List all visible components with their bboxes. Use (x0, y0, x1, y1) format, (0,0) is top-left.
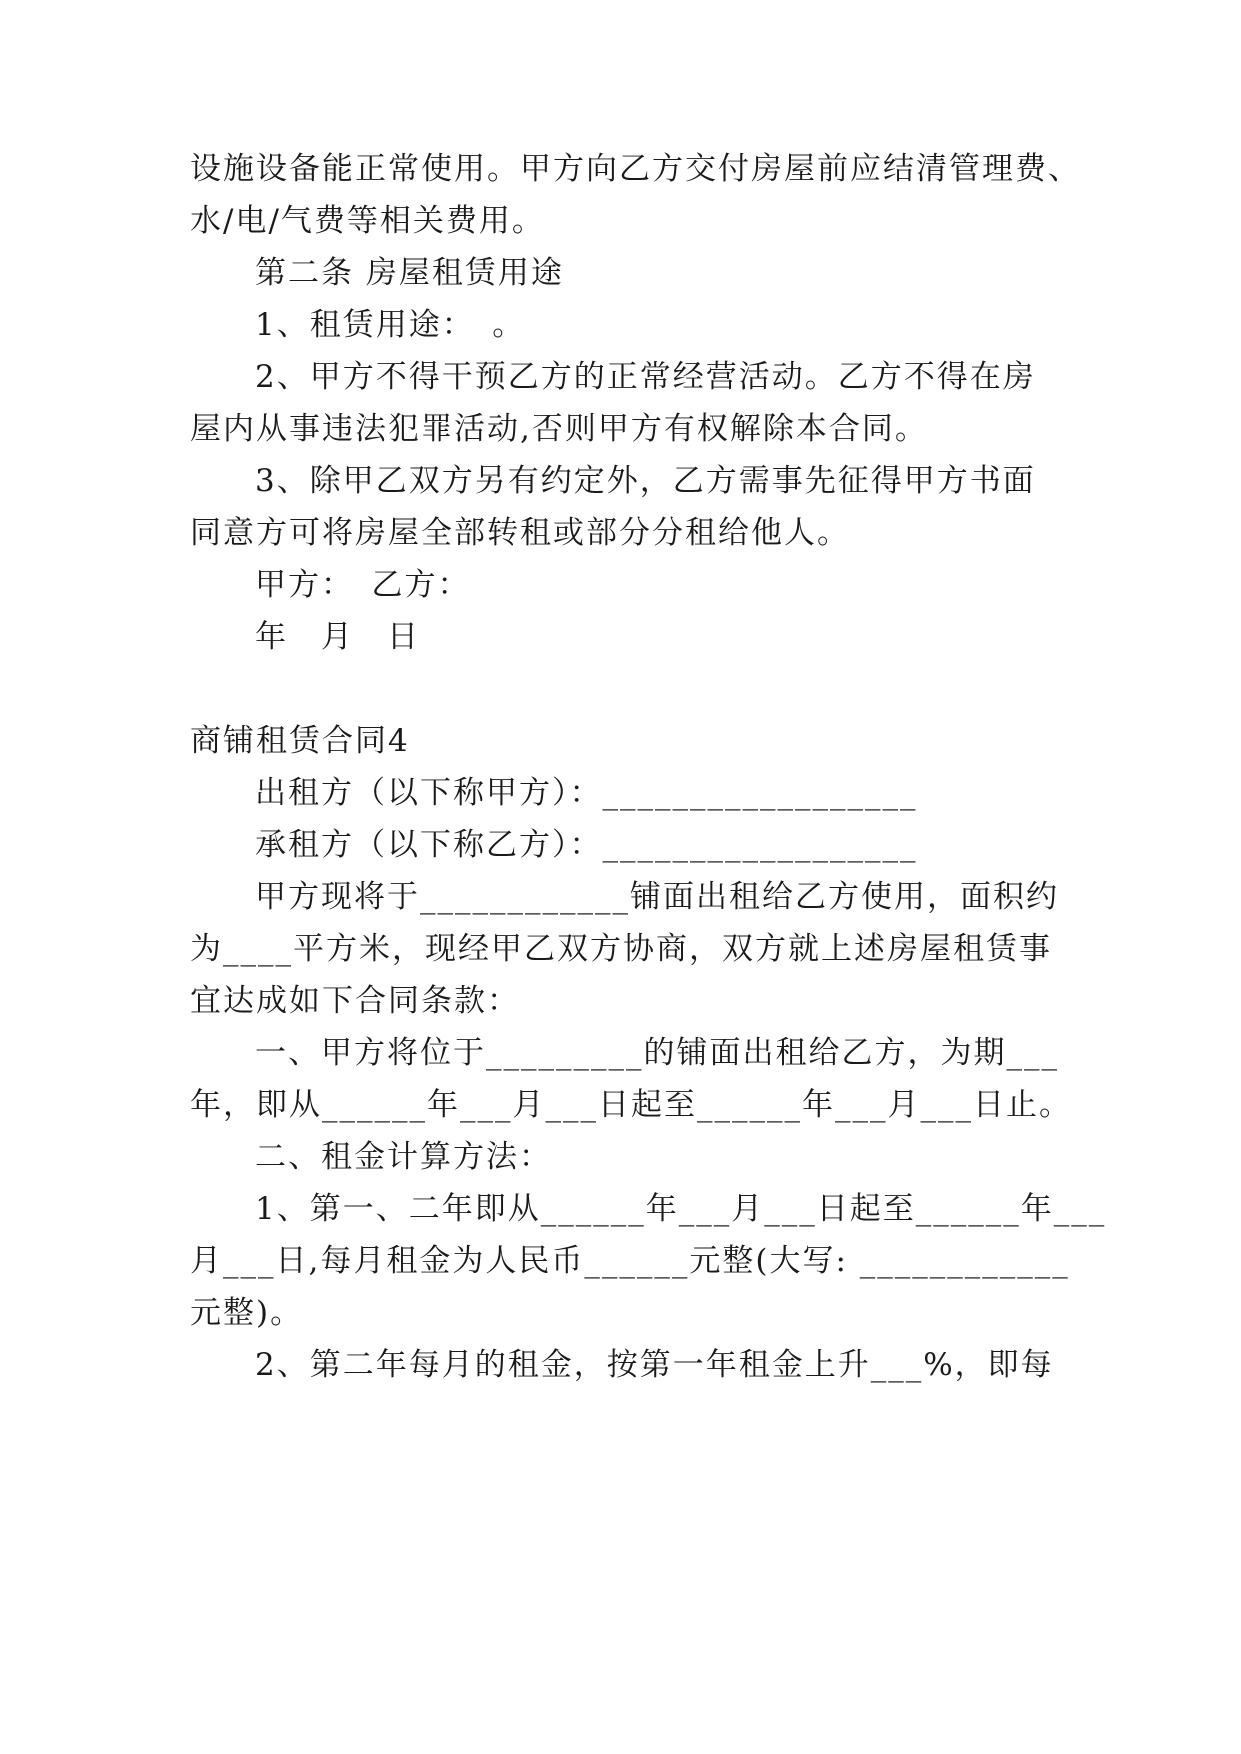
paragraph-line: 3、除甲乙双方另有约定外，乙方需事先征得甲方书面 (255, 463, 1036, 499)
paragraph-line: 屋内从事违法犯罪活动,否则甲方有权解除本合同。 (190, 411, 928, 447)
paragraph-line: 1、第一、二年即从______年___月___日起至______年___ (255, 1191, 1107, 1227)
paragraph-line: 年，即从______年___月___日起至______年___月___日止。 (190, 1087, 1072, 1123)
lessor-field: 出租方（以下称甲方）：__________________ (255, 775, 918, 811)
paragraph-line: 2、第二年每月的租金，按第一年租金上升___%，即每 (255, 1347, 1054, 1383)
date-line: 年 月 日 (255, 619, 420, 655)
section-heading: 第二条 房屋租赁用途 (255, 255, 564, 291)
paragraph-line: 水/电/气费等相关费用。 (190, 203, 545, 239)
signature-line: 甲方： 乙方： (255, 567, 471, 603)
paragraph-line: 1、租赁用途： 。 (255, 307, 526, 343)
paragraph-line: 月___日,每月租金为人民币______元整(大写: ____________ (190, 1243, 1070, 1279)
paragraph-line: 一、甲方将位于_________的铺面出租给乙方，为期___ (255, 1035, 1059, 1071)
paragraph-line: 为____平方米，现经甲乙双方协商，双方就上述房屋租赁事 (190, 931, 1052, 967)
document-title: 商铺租赁合同4 (190, 723, 410, 759)
paragraph-line: 2、甲方不得干预乙方的正常经营活动。乙方不得在房 (255, 359, 1036, 395)
paragraph-line: 宜达成如下合同条款： (190, 983, 520, 1019)
paragraph-line: 元整)。 (190, 1295, 304, 1331)
paragraph-line: 同意方可将房屋全部转租或部分分租给他人。 (190, 515, 850, 551)
lessee-field: 承租方（以下称乙方）：__________________ (255, 827, 918, 863)
paragraph-line: 甲方现将于____________铺面出租给乙方使用，面积约 (255, 879, 1059, 915)
paragraph-line: 设施设备能正常使用。甲方向乙方交付房屋前应结清管理费、 (190, 151, 1081, 187)
section-heading: 二、租金计算方法： (255, 1139, 552, 1175)
